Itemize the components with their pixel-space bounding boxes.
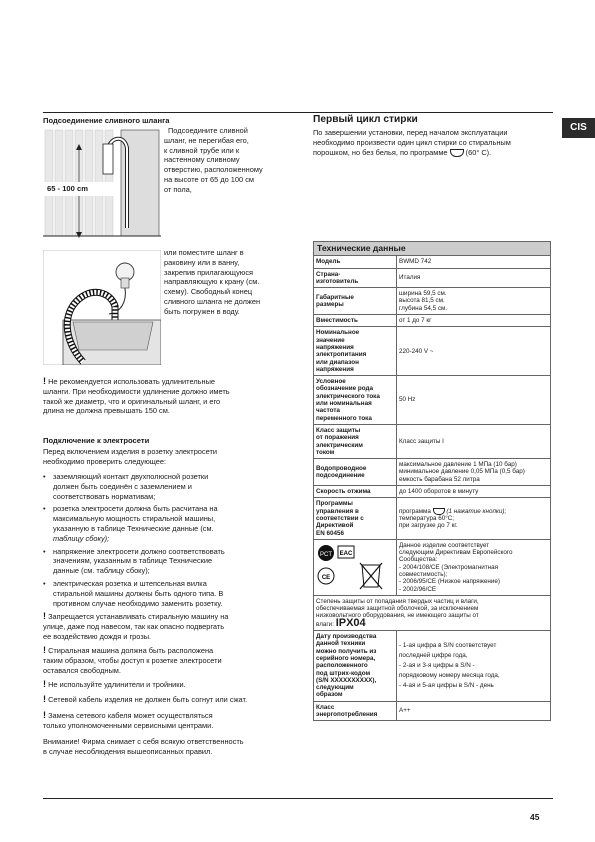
bullet-item: • розетка электросети должна быть расчитана на максимальную мощность стиральной машины, указанную в таблице Технические данные (см. таблицу сбоку); bbox=[43, 504, 293, 543]
table-row: Страна- изготовитель Италия bbox=[314, 268, 551, 288]
table-row: Условное обозначение рода электрического тока или номинальная частота переменного тока 50 Hz bbox=[314, 376, 551, 425]
page-number: 45 bbox=[530, 812, 540, 822]
table-row: Вместимость от 1 до 7 кг bbox=[314, 315, 551, 327]
electric-heading: Подключение к электросети bbox=[43, 436, 150, 445]
table-row: Класс защиты от поражения электрическим током Класс защиты I bbox=[314, 424, 551, 458]
electric-intro: Перед включением изделия в розетку электросети необходимо проверить следующее: bbox=[43, 447, 217, 466]
tech-spec-table bbox=[313, 241, 551, 721]
top-rule bbox=[43, 112, 553, 113]
hose-para-2: или поместите шланг в раковину или в ванну, закрепив прилагающуюся направляющую к крану (см. схему). Свободный конец сливного шланга не должен быть погружен в воду. bbox=[164, 248, 261, 316]
bottom-rule bbox=[43, 798, 553, 799]
table-row: Водопроводное подсоединение максимальное давление 1 МПа (10 бар) минимальное давление 0,05 МПа (0,5 бар) емкость барабана 52 литра bbox=[314, 459, 551, 486]
table-row: PCT EAC CE Данное изделие соответствует следующим Директивам Европейского Сообщества: - 2004/108/CE (Электромагнитная совместимость); - 2006/95/CE (Низкое напряжение) - 2002/96/CE bbox=[314, 539, 551, 595]
table-row: Степень защиты от попадания твердых частиц и влаги, обеспечиваемая защитной оболочкой, за исключением низковольтного оборудования, не имеющего защиты от влаги: IPX04 bbox=[314, 595, 551, 630]
eac-logo: EAC bbox=[339, 551, 353, 558]
cis-tab: CIS bbox=[562, 118, 595, 138]
warning-icon: ! bbox=[43, 694, 46, 704]
electric-bullets bbox=[43, 472, 293, 608]
pct-logo: PCT bbox=[320, 552, 332, 559]
liability-note: Внимание! Фирма снимает с себя всякую ответственность в случае несоблюдения вышеописанных правил. bbox=[43, 737, 244, 756]
ipx-code: IPX04 bbox=[335, 616, 366, 629]
warning-access: ! Стиральная машина должна быть расположена таким образом, чтобы доступ к розетке электросети оставался свободным. bbox=[43, 645, 222, 675]
program-icon bbox=[450, 149, 464, 157]
cert-logos bbox=[314, 539, 397, 595]
warning-outdoor: ! Запрещается устанавливать стиральную машину на улице, даже под навесом, так как опасно подвергать ее воздействию дождя и грозы. bbox=[43, 611, 229, 641]
hose-heading: Подсоединение сливного шланга bbox=[43, 116, 170, 125]
bullet-item: • напряжение электросети должно соответствовать значениям, указанным в таблице Технические данные (см. таблицу сбоку); bbox=[43, 547, 293, 576]
table-row: Габаритные размеры ширина 59,5 см. высота 81,5 см. глубина 54,5 см. bbox=[314, 288, 551, 315]
table-row: Скорость отжима до 1400 оборотов в минуту bbox=[314, 486, 551, 498]
tech-heading: Технические данные bbox=[314, 242, 551, 256]
table-row: Класс энергопотребления А++ bbox=[314, 701, 551, 721]
program-icon bbox=[433, 508, 445, 515]
warning-icon: ! bbox=[43, 376, 46, 386]
ce-logo: CE bbox=[321, 575, 331, 582]
first-cycle-text: По завершении установки, перед началом эксплуатации необходимо произвести один цикл стирки со стиральным порошком, но без белья, по программе (60° С). bbox=[313, 128, 511, 157]
warning-icon: ! bbox=[43, 645, 46, 655]
warning-cable: ! Сетевой кабель изделия не должен быть согнут или сжат. bbox=[43, 694, 248, 704]
bullet-item: • заземляющий контакт двухполюсной розетки должен быть соединён с заземлением и соответствовать нормативам; bbox=[43, 472, 293, 501]
table-row: Номинальное значение напряжения электропитания или диапазон напряжения 220-240 V ~ bbox=[314, 327, 551, 376]
warning-icon: ! bbox=[43, 611, 46, 621]
table-row: Модель BWMD 742 bbox=[314, 256, 551, 268]
hose-para-1: Подсоедините сливной шланг, не перегибая его, к сливной трубе или к настенному сливному отверстию, расположенному на высоте от 65 до 100 см от пола, bbox=[164, 126, 263, 194]
warning-icon: ! bbox=[43, 679, 46, 689]
sink-drain-illustration bbox=[43, 250, 161, 365]
height-label: 65 - 100 cm bbox=[47, 184, 88, 193]
table-row: Дату производства данной техники можно получить из серийного номера, расположенного под штрих-кодом (S/N XXXXXXXXXX), следующим образом - 1-ая цифра в S/N соответствует последней цифре года, - 2-ая и 3-я цифры в S/N - порядковому номеру месяца года, - 4-ая и 5-ая цифры в S/N - день bbox=[314, 631, 551, 702]
bullet-item: • электрическая розетка и штепсельная вилка стиральной машины должны быть одного типа. В противном случае необходимо заменить розетку. bbox=[43, 579, 293, 608]
first-cycle-title: Первый цикл стирки bbox=[313, 114, 418, 125]
table-row: Программы управления в соответствии с Директивой EN 60456 программа (1 нажатие кнопки); температура 60°С; при загрузке до 7 кг. bbox=[314, 498, 551, 539]
warning-replace: ! Замена сетевого кабеля может осуществляться только уполномоченными сервисными центрами. bbox=[43, 710, 214, 730]
warning-icon: ! bbox=[43, 710, 46, 720]
warning-extensions: ! Не используйте удлинители и тройники. bbox=[43, 679, 186, 689]
wall-drain-illustration bbox=[43, 128, 161, 240]
extension-note: ! Не рекомендуется использовать удлинительные шланги. При необходимости удлинение должно иметь такой же диаметр, что и оригинальный шланг, и его длина не должна превышать 150 см. bbox=[43, 376, 230, 416]
